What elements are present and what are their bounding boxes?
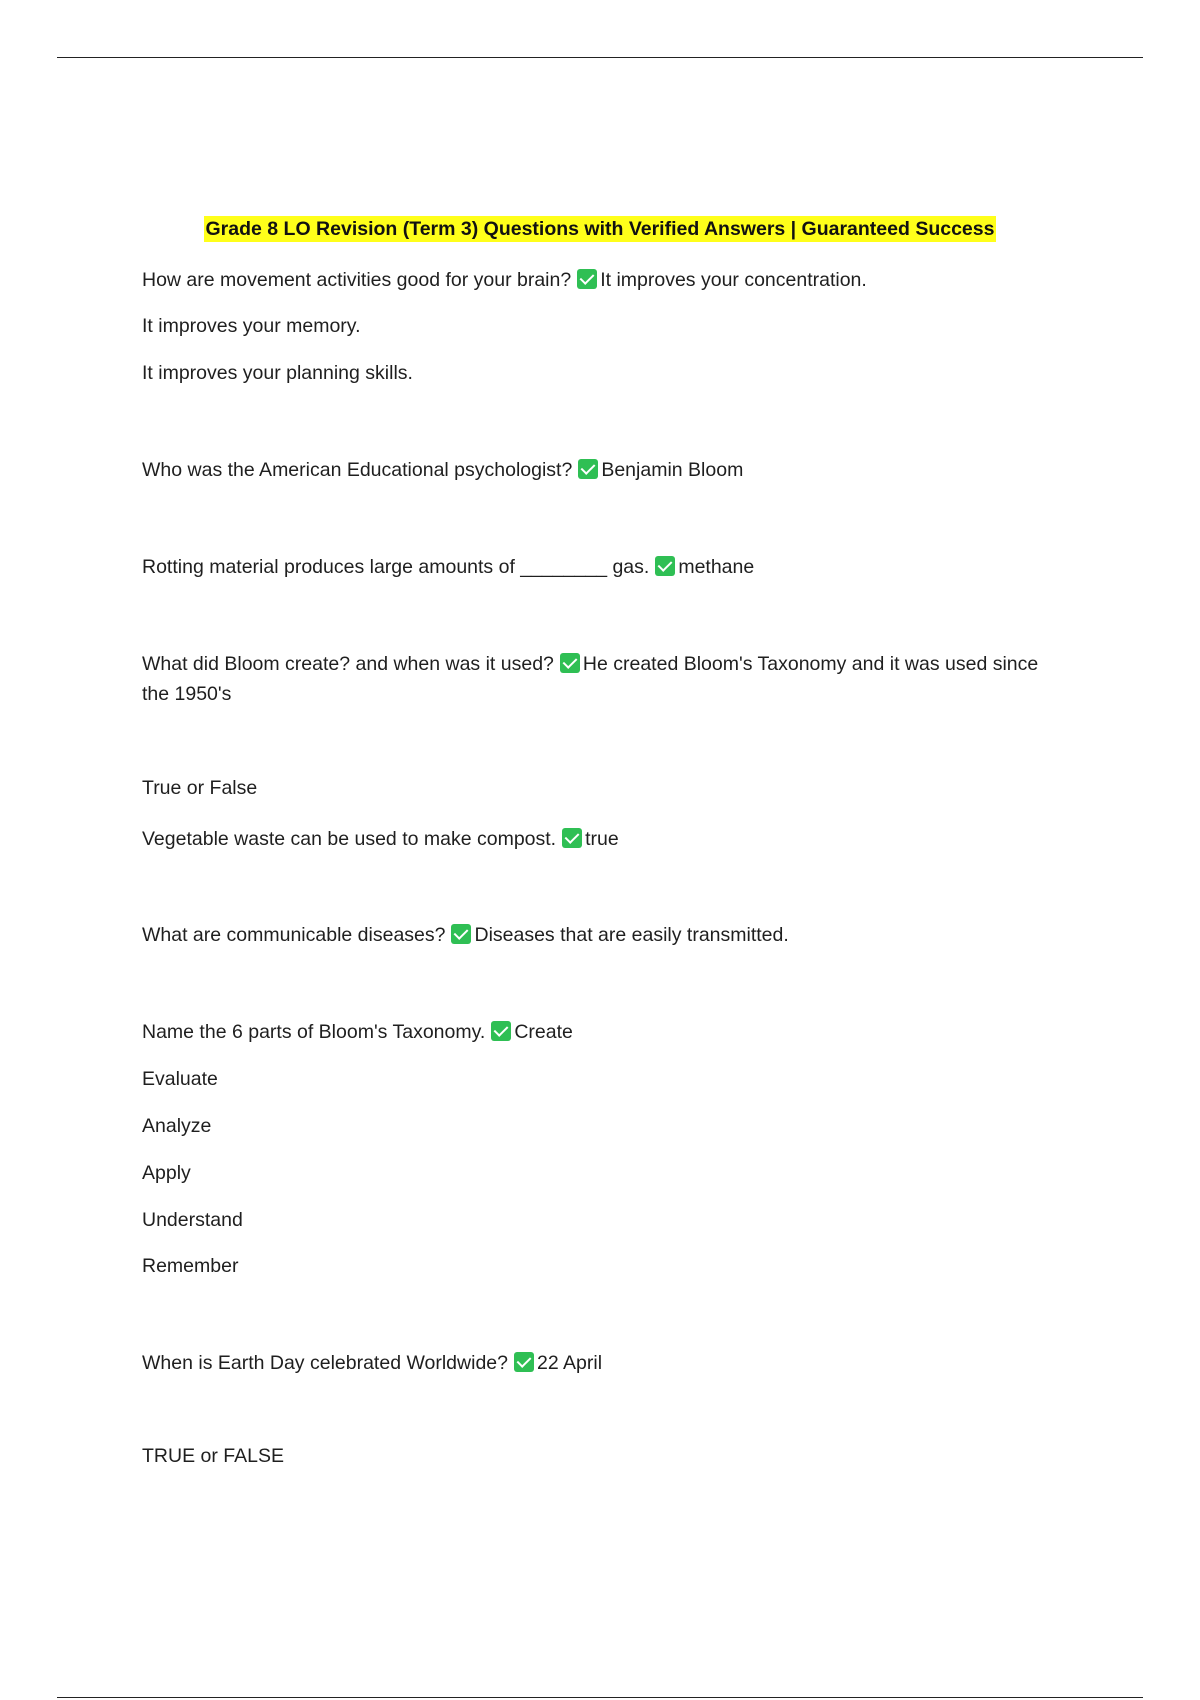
question-text: Who was the American Educational psychologist? [142,459,573,481]
answer-line-remember: Remember [142,1255,239,1277]
check-icon [451,924,471,944]
answer-text: true [585,828,619,850]
qa-item-bloom-create [142,649,1042,709]
qa-item-movement-brain [142,265,867,295]
page-bottom-rule [57,1697,1143,1698]
qa-item-compost [142,824,619,854]
answer-text: Benjamin Bloom [601,459,744,481]
answer-text: methane [678,556,755,578]
question-text: Rotting material produces large amounts of ________ gas. [142,556,650,578]
section-label-true-or-false-caps: TRUE or FALSE [142,1445,284,1467]
check-icon [655,556,675,576]
check-icon [514,1352,534,1372]
question-text: How are movement activities good for your brain? [142,269,572,291]
check-icon [577,269,597,289]
qa-item-communicable-diseases [142,920,789,950]
document-title [0,214,1200,244]
question-text: What are communicable diseases? [142,924,446,946]
answer-text: He created Bloom's Taxonomy and it was used since the 1950's [142,653,1039,705]
qa-item-bloom-parts [142,1017,573,1047]
answer-text: Create [514,1021,573,1043]
title-highlight: Grade 8 LO Revision (Term 3) Questions with Verified Answers | Guaranteed Success [205,218,995,240]
answer-line-planning: It improves your planning skills. [142,362,413,384]
check-icon [491,1021,511,1041]
answer-line-memory: It improves your memory. [142,315,361,337]
check-icon [560,653,580,673]
answer-line-analyze: Analyze [142,1115,212,1137]
question-text: When is Earth Day celebrated Worldwide? [142,1352,508,1374]
page-top-rule [57,57,1143,58]
answer-line-apply: Apply [142,1162,191,1184]
question-text: Vegetable waste can be used to make compost. [142,828,557,850]
qa-item-rotting-material [142,552,754,582]
check-icon [562,828,582,848]
qa-item-earth-day [142,1348,602,1378]
answer-text: Diseases that are easily transmitted. [474,924,789,946]
answer-text: 22 April [536,1352,603,1374]
section-label-true-or-false: True or False [142,777,258,799]
question-text: What did Bloom create? and when was it used? [142,653,554,675]
check-icon [578,459,598,479]
question-text: Name the 6 parts of Bloom's Taxonomy. [142,1021,486,1043]
answer-line-evaluate: Evaluate [142,1068,218,1090]
answer-line-understand: Understand [142,1209,243,1231]
qa-item-psychologist [142,455,743,485]
answer-text: It improves your concentration. [600,269,867,291]
